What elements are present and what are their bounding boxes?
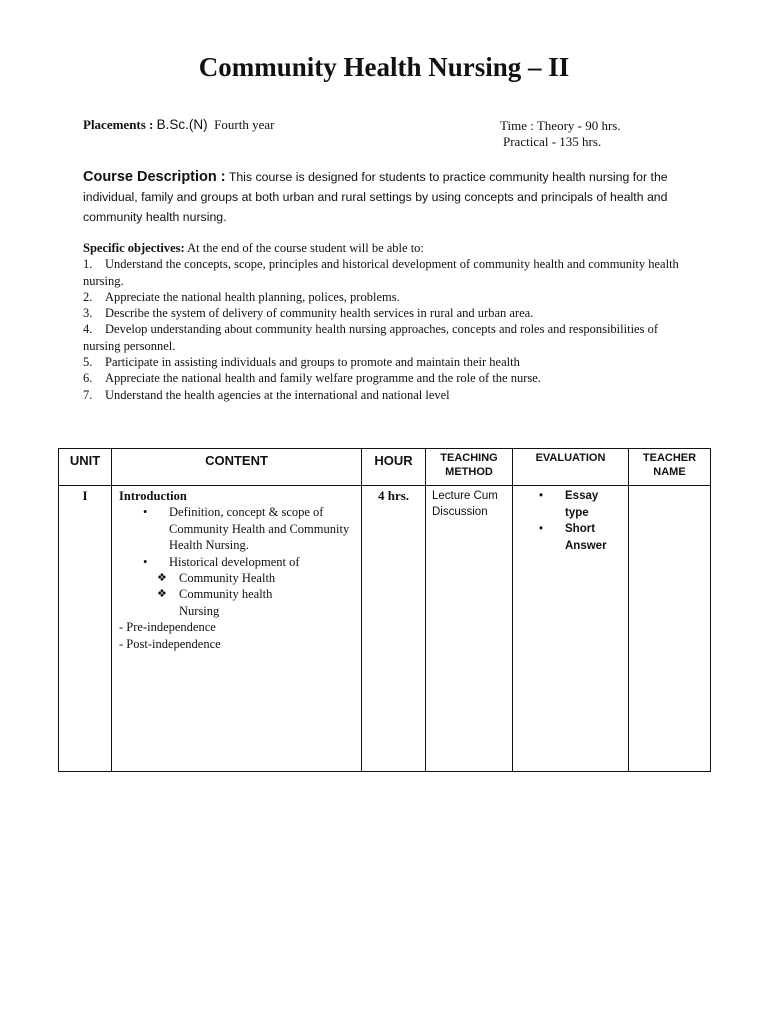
objectives-list — [83, 256, 693, 403]
course-description-text: This course is designed for students to practice community health nursing for the individual, family and groups at both urban and rural settings by using concepts and principals of health and community health nursing. — [83, 170, 668, 224]
cell-teacher-name — [629, 486, 711, 772]
placements-line — [83, 117, 274, 133]
list-item: • Definition, concept & scope of Community Health and Community Health Nursing. — [143, 505, 350, 553]
list-item: 7. Understand the health agencies at the international and national level — [83, 387, 450, 402]
table-header-row — [59, 449, 711, 486]
cell-teaching-method: Lecture Cum Discussion — [426, 486, 513, 772]
time-practical: Practical - 135 hrs. — [503, 134, 602, 149]
list-item: 6. Appreciate the national health and family welfare programme and the role of the nurse. — [83, 371, 541, 386]
content-dash-items — [119, 619, 361, 652]
list-item: - Post-independence — [119, 636, 221, 651]
objectives-label: Specific objectives: — [83, 241, 185, 255]
objectives-intro: At the end of the course student will be able to: — [187, 241, 424, 255]
list-item: 2. Appreciate the national health planning, polices, problems. — [83, 289, 400, 304]
cell-evaluation — [513, 486, 629, 772]
evaluation-list — [513, 488, 628, 554]
table-row — [59, 486, 711, 772]
diamond-bullet-icon: ❖ — [157, 588, 167, 601]
bullet-icon: • — [539, 523, 544, 535]
list-item: • Short Answer — [539, 523, 607, 552]
header-content: CONTENT — [112, 449, 362, 486]
page-title: Community Health Nursing – II — [198, 52, 570, 82]
time-allocation — [500, 118, 621, 150]
placements-program: B.Sc.(N) — [156, 117, 208, 132]
cell-hour: 4 hrs. — [362, 486, 426, 772]
list-item: 4. Develop understanding about community health nursing approaches, concepts and roles and responsibilities of nursing personnel. — [83, 322, 658, 353]
course-description — [83, 167, 693, 227]
syllabus-table — [58, 448, 711, 772]
header-teaching-method: TEACHING METHOD — [426, 449, 513, 486]
list-item: • Historical development of ❖ Community Health ❖ Community health Nursing — [119, 554, 361, 620]
header-unit: UNIT — [59, 449, 112, 486]
bullet-icon: • — [143, 554, 148, 569]
content-heading: Introduction — [119, 489, 187, 503]
bullet-icon: • — [539, 490, 544, 502]
bullet-icon: • — [143, 505, 148, 520]
list-item: 3. Describe the system of delivery of community health services in rural and urban area. — [83, 306, 534, 321]
content-bullets — [119, 504, 361, 619]
placements-year: Fourth year — [214, 117, 275, 132]
header-hour: HOUR — [362, 449, 426, 486]
cell-unit: I — [59, 486, 112, 772]
list-item: 1. Understand the concepts, scope, principles and historical development of community health and community health nursing. — [83, 257, 679, 288]
list-item: ❖ Community Health — [157, 571, 276, 586]
time-theory: Time : Theory - 90 hrs. — [500, 118, 621, 133]
list-item: 5. Participate in assisting individuals and groups to promote and maintain their health — [83, 355, 520, 370]
list-item: • Essay type — [539, 490, 599, 519]
header-evaluation: EVALUATION — [513, 449, 629, 486]
list-item: ❖ Community health Nursing — [157, 587, 273, 618]
diamond-bullet-icon: ❖ — [157, 572, 167, 585]
course-description-label: Course Description : — [83, 169, 226, 185]
list-item: - Pre-independence — [119, 620, 216, 635]
placements-label: Placements : — [83, 117, 154, 132]
cell-content — [112, 486, 362, 772]
specific-objectives — [83, 240, 693, 403]
content-sub-items — [157, 570, 361, 619]
header-teacher-name: TEACHER NAME — [629, 449, 711, 486]
